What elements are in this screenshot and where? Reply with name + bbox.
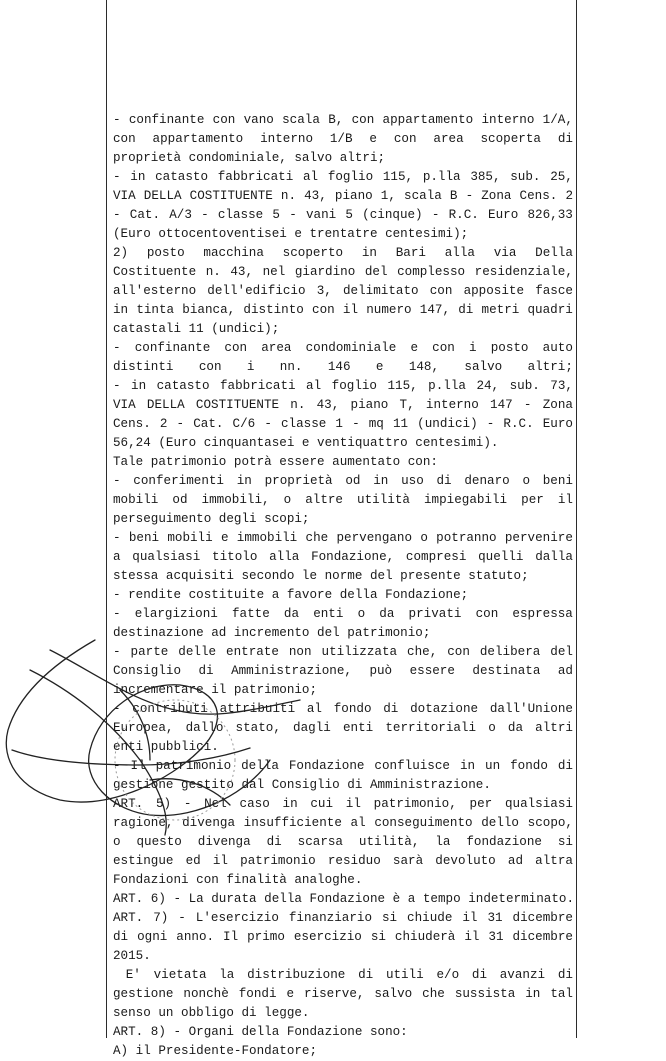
document-line: - in catasto fabbricati al foglio 115, p.lla 385, sub. 25, bbox=[113, 170, 573, 184]
document-line: gestione gestito dal Consiglio di Amministrazione. bbox=[113, 778, 491, 792]
document-line: - parte delle entrate non utilizzata che, con delibera del bbox=[113, 645, 573, 659]
document-line: VIA DELLA COSTITUENTE n. 43, piano T, interno 147 - Zona bbox=[113, 398, 573, 412]
document-line: ART. 7) - L'esercizio finanziario si chiude il 31 dicembre bbox=[113, 911, 573, 925]
document-line: perseguimento degli scopi; bbox=[113, 512, 310, 526]
document-line: - contributi attribuiti al fondo di dotazione dall'Unione bbox=[113, 702, 573, 716]
document-line: incrementare il patrimonio; bbox=[113, 683, 318, 697]
document-line: Cens. 2 - Cat. C/6 - classe 1 - mq 11 (undici) - R.C. Euro bbox=[113, 417, 573, 431]
document-line: o questo divenga di scarsa utilità, la fondazione si bbox=[113, 835, 573, 849]
document-line: A) il Presidente-Fondatore; bbox=[113, 1044, 318, 1058]
document-line: Costituente n. 43, nel giardino del complesso residenziale, bbox=[113, 265, 573, 279]
document-body bbox=[113, 111, 573, 1061]
document-line: - confinante con area condominiale e con i posto auto bbox=[113, 341, 573, 355]
document-line: ART. 5) - Nel caso in cui il patrimonio, per qualsiasi bbox=[113, 797, 573, 811]
document-line: a qualsiasi titolo alla Fondazione, compresi quelli dalla bbox=[113, 550, 573, 564]
document-line: con appartamento interno 1/B e con area scoperta di bbox=[113, 132, 573, 146]
document-line: senso un obbligo di legge. bbox=[113, 1006, 310, 1020]
document-line: estingue ed il patrimonio residuo sarà devoluto ad altra bbox=[113, 854, 573, 868]
document-line: - elargizioni fatte da enti o da privati con espressa bbox=[113, 607, 573, 621]
document-line: ragione, divenga insufficiente al conseguimento dello scopo, bbox=[113, 816, 573, 830]
document-line: in tinta bianca, distinto con il numero 147, di metri quadri bbox=[113, 303, 573, 317]
document-line: - in catasto fabbricati al foglio 115, p.lla 24, sub. 73, bbox=[113, 379, 573, 393]
document-line: Fondazioni con finalità analoghe. bbox=[113, 873, 363, 887]
document-line: all'esterno dell'edificio 3, delimitato con apposite fasce bbox=[113, 284, 573, 298]
document-line: E' vietata la distribuzione di utili e/o di avanzi di bbox=[125, 968, 573, 982]
document-line: gestione nonchè fondi e riserve, salvo che sussista in tal bbox=[113, 987, 573, 1001]
document-line: mobili od immobili, o altre utilità impiegabili per il bbox=[113, 493, 573, 507]
document-line: ART. 8) - Organi della Fondazione sono: bbox=[113, 1025, 408, 1039]
document-line: catastali 11 (undici); bbox=[113, 322, 280, 336]
document-line: proprietà condominiale, salvo altri; bbox=[113, 151, 386, 165]
document-line: stessa acquisiti secondo le norme del presente statuto; bbox=[113, 569, 529, 583]
document-line: - Cat. A/3 - classe 5 - vani 5 (cinque) - R.C. Euro 826,33 bbox=[113, 208, 573, 222]
document-line: VIA DELLA COSTITUENTE n. 43, piano 1, scala B - Zona Cens. 2 bbox=[113, 189, 573, 203]
document-line: (Euro ottocentoventisei e trentatre centesimi); bbox=[113, 227, 469, 241]
document-line: - rendite costituite a favore della Fondazione; bbox=[113, 588, 469, 602]
document-line: ART. 6) - La durata della Fondazione è a tempo indeterminato. bbox=[113, 892, 575, 906]
document-line: 2) posto macchina scoperto in Bari alla via Della bbox=[113, 246, 573, 260]
document-line: - conferimenti in proprietà od in uso di denaro o beni bbox=[113, 474, 573, 488]
document-line: - confinante con vano scala B, con appartamento interno 1/A, bbox=[113, 113, 573, 127]
document-line: 2015. bbox=[113, 949, 151, 963]
right-margin-rule bbox=[576, 0, 577, 1038]
document-line: di ogni anno. Il primo esercizio si chiuderà il 31 dicembre bbox=[113, 930, 573, 944]
document-line: Consiglio di Amministrazione, può essere destinata ad bbox=[113, 664, 573, 678]
document-line: - beni mobili e immobili che pervengano o potranno pervenire bbox=[113, 531, 573, 545]
document-line: Europea, dallo stato, dagli enti territoriali o da altri bbox=[113, 721, 573, 735]
document-line: Tale patrimonio potrà essere aumentato con: bbox=[113, 455, 438, 469]
document-line: destinazione ad incremento del patrimonio; bbox=[113, 626, 431, 640]
left-margin-rule bbox=[106, 0, 107, 1038]
document-line: - Il patrimonio della Fondazione confluisce in un fondo di bbox=[113, 759, 573, 773]
document-line: distinti con i nn. 146 e 148, salvo altri; bbox=[113, 360, 573, 374]
document-line: 56,24 (Euro cinquantasei e ventiquattro centesimi). bbox=[113, 436, 499, 450]
document-line: enti pubblici. bbox=[113, 740, 219, 754]
